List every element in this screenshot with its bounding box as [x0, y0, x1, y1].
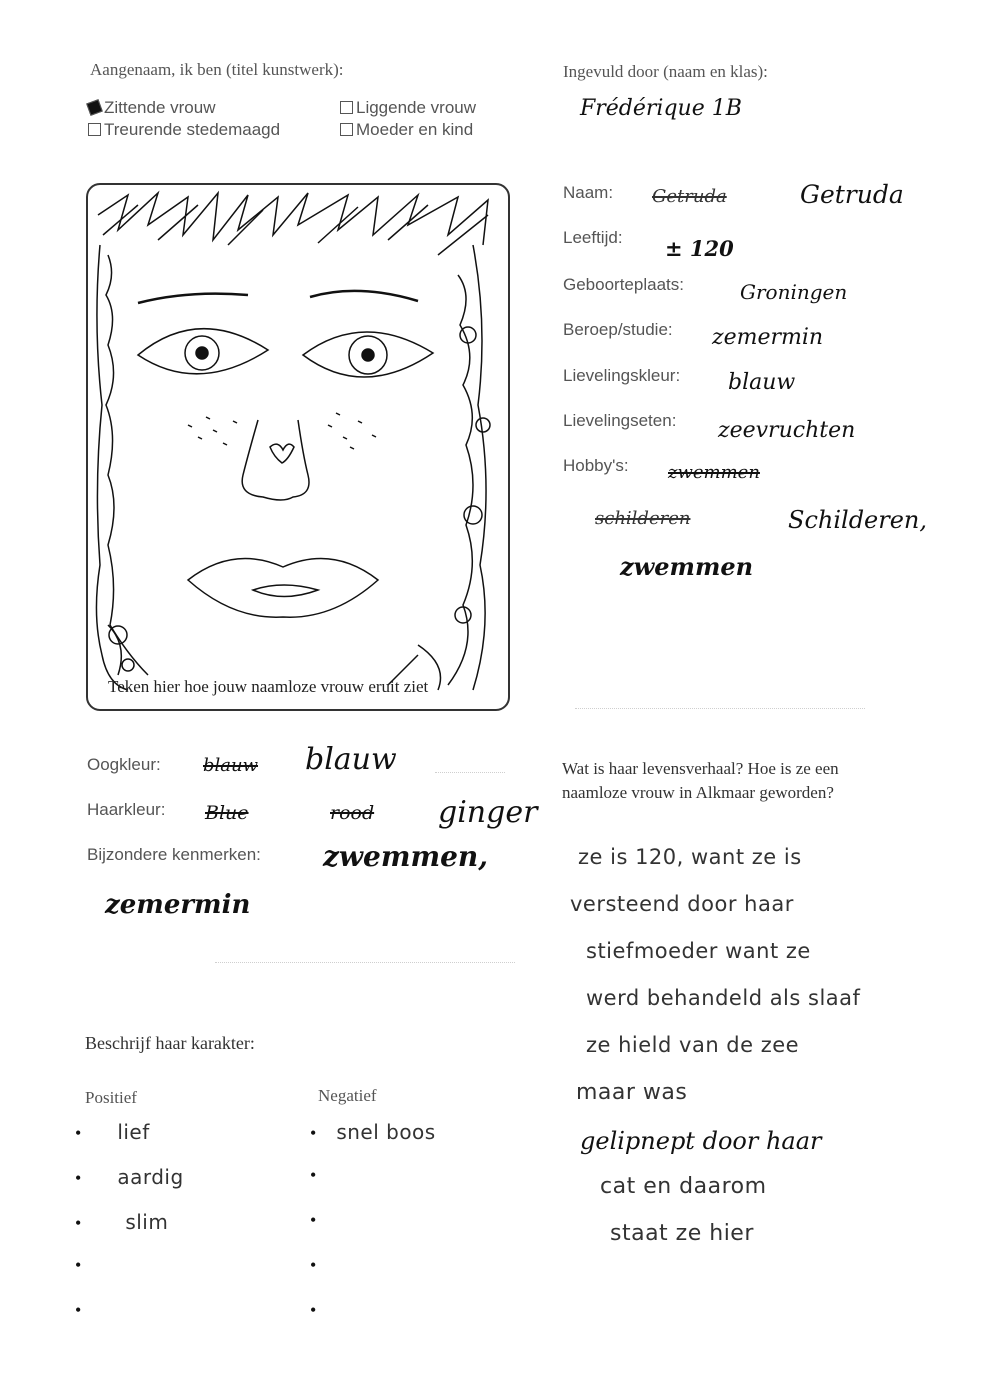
age-field[interactable]: ± 120 — [665, 236, 734, 261]
hair-color-label: Haarkleur: — [87, 800, 166, 819]
face-drawing-icon — [88, 185, 508, 709]
favorite-color-label: Lievelingskleur: — [563, 366, 681, 385]
story-line: stiefmoeder want ze — [586, 939, 811, 963]
eye-color-struck-text: blauw — [203, 755, 259, 776]
list-item[interactable] — [75, 1210, 184, 1255]
list-item[interactable] — [310, 1210, 436, 1255]
option-label: Liggende vrouw — [356, 98, 477, 117]
special-features-field-1[interactable]: zwemmen, — [323, 840, 488, 873]
hobby-struck-text: schilderen — [595, 508, 691, 529]
artwork-question: Aangenaam, ik ben (titel kunstwerk): — [90, 60, 344, 79]
bullet-icon: • — [310, 1255, 317, 1275]
negative-list — [310, 1120, 436, 1345]
story-line: ze is 120, want ze is — [578, 845, 802, 869]
checkbox-icon[interactable] — [88, 123, 101, 136]
favorite-food-label: Lievelingseten: — [563, 411, 677, 430]
negative-trait: snel boos — [336, 1120, 436, 1144]
hair-color-field[interactable]: ginger — [438, 795, 538, 830]
positive-trait: lief — [117, 1120, 150, 1144]
job-field[interactable]: zemermin — [712, 325, 824, 350]
hair-color-struck-text: Blue — [205, 802, 249, 824]
hobby-dotted-line — [575, 708, 865, 709]
checkbox-icon[interactable] — [340, 101, 353, 114]
bullet-icon: • — [75, 1213, 82, 1233]
story-line: cat en daarom — [600, 1174, 767, 1199]
story-line: staat ze hier — [610, 1221, 754, 1246]
list-item[interactable] — [310, 1255, 436, 1300]
story-question: Wat is haar levensverhaal? Hoe is ze een naamloze vrouw in Alkmaar geworden? — [562, 759, 839, 802]
bullet-icon: • — [75, 1168, 82, 1188]
negative-label: Negatief — [318, 1086, 377, 1105]
eye-color-label: Oogkleur: — [87, 755, 161, 774]
drawing-caption: Teken hier hoe jouw naamloze vrouw eruit ziet — [108, 677, 429, 696]
option-liggende-vrouw[interactable] — [340, 98, 476, 118]
positive-trait: slim — [125, 1210, 169, 1234]
bullet-icon: • — [310, 1123, 317, 1143]
bullet-icon: • — [75, 1300, 82, 1320]
bullet-icon: • — [75, 1255, 82, 1275]
bullet-icon: • — [310, 1300, 317, 1320]
special-features-field-2[interactable]: zemermin — [105, 890, 251, 920]
option-moeder-en-kind[interactable] — [340, 120, 473, 140]
features-dotted-line — [215, 962, 515, 963]
list-item[interactable] — [75, 1120, 184, 1165]
list-item[interactable] — [310, 1165, 436, 1210]
list-item[interactable] — [75, 1255, 184, 1300]
birthplace-label: Geboorteplaats: — [563, 275, 684, 294]
favorite-color-field[interactable]: blauw — [728, 370, 796, 395]
bullet-icon: • — [310, 1165, 317, 1185]
positive-list — [75, 1120, 184, 1345]
list-item[interactable] — [75, 1300, 184, 1345]
birthplace-field[interactable]: Groningen — [740, 280, 848, 304]
option-zittende-vrouw[interactable] — [88, 98, 216, 118]
story-answer[interactable] — [570, 845, 990, 1268]
hobby-field-2[interactable]: zwemmen — [620, 552, 754, 581]
story-line: werd behandeld als slaaf — [586, 986, 861, 1010]
job-label: Beroep/studie: — [563, 320, 673, 339]
checkbox-icon[interactable] — [340, 123, 353, 136]
option-treurende-stedemaagd[interactable] — [88, 120, 280, 140]
filled-by-value[interactable]: Frédérique 1B — [580, 96, 742, 121]
list-item[interactable] — [310, 1120, 436, 1165]
option-label: Zittende vrouw — [104, 98, 216, 117]
option-label: Moeder en kind — [356, 120, 474, 139]
drawing-box[interactable] — [86, 183, 510, 711]
hobby-struck-text: zwemmen — [668, 462, 760, 483]
eye-color-field[interactable]: blauw — [305, 742, 397, 777]
name-struck-text: Getruda — [652, 186, 727, 207]
eye-dotted-line — [435, 772, 505, 773]
hobby-label: Hobby's: — [563, 456, 629, 475]
list-item[interactable] — [310, 1300, 436, 1345]
name-label: Naam: — [563, 183, 614, 202]
special-features-label: Bijzondere kenmerken: — [87, 845, 261, 864]
favorite-food-field[interactable]: zeevruchten — [718, 418, 856, 443]
character-title: Beschrijf haar karakter: — [85, 1033, 255, 1053]
positive-trait: aardig — [117, 1165, 184, 1189]
name-field[interactable]: Getruda — [800, 180, 904, 209]
story-line: maar was — [576, 1080, 688, 1105]
story-line: versteend door haar — [570, 892, 794, 916]
hair-color-struck-text: rood — [330, 802, 375, 824]
filled-by-label: Ingevuld door (naam en klas): — [563, 62, 768, 81]
positive-label: Positief — [85, 1088, 137, 1107]
list-item[interactable] — [75, 1165, 184, 1210]
option-label: Treurende stedemaagd — [104, 120, 281, 139]
bullet-icon: • — [75, 1123, 82, 1143]
checkbox-checked-icon[interactable] — [86, 99, 103, 116]
story-line: ze hield van de zee — [586, 1033, 800, 1057]
hobby-field-1[interactable]: Schilderen, — [788, 506, 928, 534]
bullet-icon: • — [310, 1210, 317, 1230]
age-label: Leeftijd: — [563, 228, 623, 247]
story-line: gelipnept door haar — [580, 1127, 822, 1155]
